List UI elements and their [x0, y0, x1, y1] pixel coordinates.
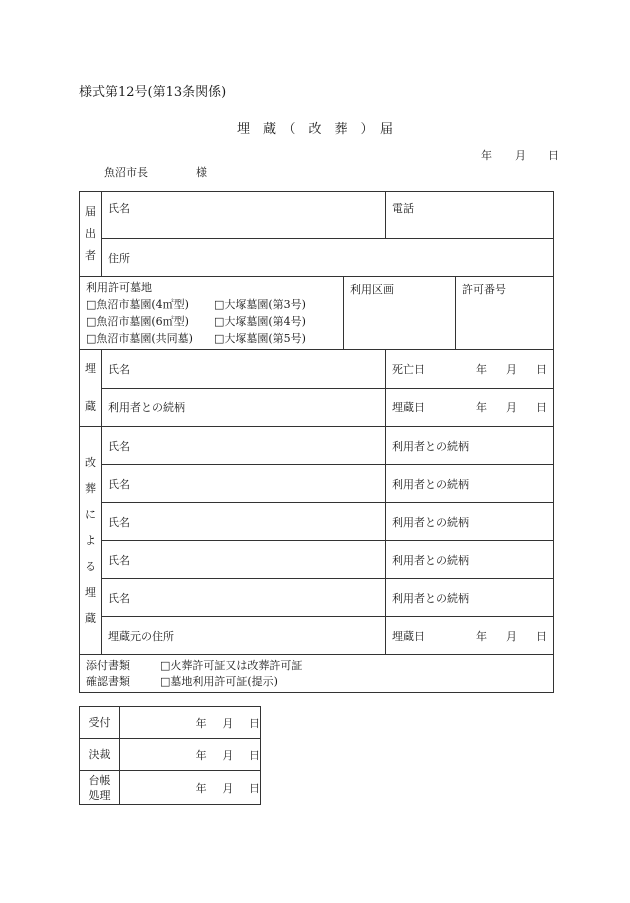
addressee-honorific: 様	[196, 166, 207, 179]
cemetery-option[interactable]: □大塚墓園(第5号)	[214, 332, 306, 345]
reburial-name-field[interactable]: 氏名	[102, 579, 386, 617]
cemetery-option[interactable]: □魚沼市墓園(6㎡型)	[86, 315, 189, 328]
reburial-section-label: 改 葬 に よ る 埋 蔵	[80, 427, 102, 655]
receipt-label: 受付	[80, 707, 120, 739]
attached-docs-label: 添付書類	[86, 658, 130, 672]
date-month-label: 月	[515, 149, 526, 162]
cemetery-option[interactable]: □魚沼市墓園(共同墓)	[86, 332, 193, 345]
reburial-name-field[interactable]: 氏名	[102, 541, 386, 579]
cemetery-option[interactable]: □大塚墓園(第4号)	[214, 315, 306, 328]
application-form-table	[79, 191, 554, 693]
confirm-docs-label: 確認書類	[86, 674, 130, 688]
addressee-name: 魚沼市長	[104, 166, 148, 179]
applicant-section-label: 届 出 者	[80, 192, 102, 277]
cemetery-option[interactable]: □大塚墓園(第3号)	[214, 298, 306, 311]
confirm-docs-checkbox[interactable]: □墓地利用許可証(提示)	[160, 674, 278, 688]
documents-section	[80, 655, 554, 693]
death-date-field[interactable]: 死亡日 年 月 日	[386, 350, 554, 389]
cemetery-option[interactable]: □魚沼市墓園(4㎡型)	[86, 298, 189, 311]
applicant-name-field[interactable]	[102, 192, 386, 239]
applicant-address-field[interactable]	[102, 239, 554, 277]
addressee	[104, 164, 207, 180]
reburial-date-label: 埋蔵日	[392, 629, 426, 643]
applicant-name-label: 氏名	[108, 202, 130, 215]
burial-date-label: 埋蔵日	[392, 401, 426, 415]
reburial-relation-field[interactable]: 利用者との続柄	[386, 465, 554, 503]
ledger-label: 台帳 処理	[80, 771, 120, 805]
burial-relation-field[interactable]	[102, 388, 386, 427]
burial-date-field[interactable]: 埋蔵日 年 月 日	[386, 388, 554, 427]
reburial-relation-field[interactable]: 利用者との続柄	[386, 427, 554, 465]
reburial-relation-field[interactable]: 利用者との続柄	[386, 541, 554, 579]
date-day-label: 日	[548, 149, 559, 162]
office-use-table	[79, 706, 261, 805]
cemetery-selection	[80, 277, 344, 350]
applicant-address-label: 住所	[108, 251, 130, 265]
permit-number-label: 許可番号	[462, 283, 507, 296]
reburial-relation-field[interactable]: 利用者との続柄	[386, 579, 554, 617]
document-title: 埋 蔵 （ 改 葬 ） 届	[236, 122, 393, 137]
receipt-date-field[interactable]: 年 月 日	[120, 707, 261, 739]
plot-field[interactable]	[344, 277, 456, 350]
applicant-phone-label: 電話	[392, 202, 415, 215]
applicant-phone-field[interactable]	[386, 192, 554, 239]
plot-label: 利用区画	[350, 283, 394, 296]
burial-section-label: 埋 蔵	[80, 350, 102, 427]
reburial-name-field[interactable]: 氏名	[102, 465, 386, 503]
death-date-label: 死亡日	[392, 362, 426, 376]
approval-date-field[interactable]: 年 月 日	[120, 739, 261, 771]
approval-label: 決裁	[80, 739, 120, 771]
burial-name-label: 氏名	[108, 362, 130, 376]
origin-address-field[interactable]	[102, 617, 386, 655]
reburial-name-field[interactable]: 氏名	[102, 503, 386, 541]
date-year-label: 年	[481, 149, 492, 162]
reburial-relation-field[interactable]: 利用者との続柄	[386, 503, 554, 541]
reburial-name-field[interactable]: 氏名	[102, 427, 386, 465]
burial-relation-label: 利用者との続柄	[108, 401, 185, 415]
form-number: 様式第12号(第13条関係)	[79, 85, 227, 100]
permit-number-field[interactable]	[456, 277, 554, 350]
ledger-date-field[interactable]: 年 月 日	[120, 771, 261, 805]
origin-address-label: 埋蔵元の住所	[108, 629, 174, 643]
burial-name-field[interactable]	[102, 350, 386, 389]
reburial-date-field[interactable]: 埋蔵日 年 月 日	[386, 617, 554, 655]
cemetery-label: 利用許可墓地	[86, 281, 152, 294]
attached-docs-checkbox[interactable]: □火葬許可証又は改葬許可証	[160, 658, 303, 672]
